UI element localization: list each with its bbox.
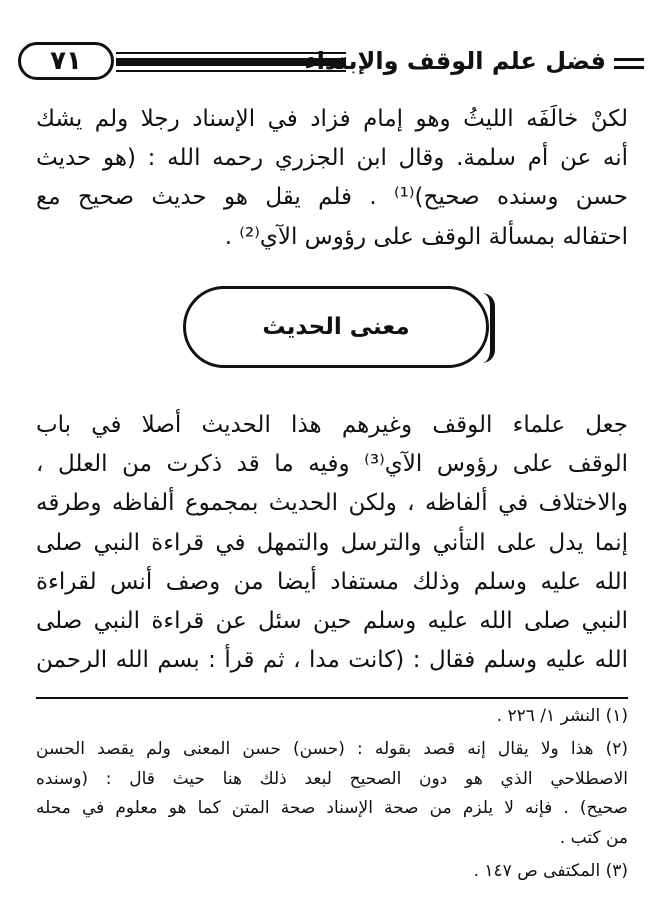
section-heading: معنى الحديث	[262, 314, 410, 340]
text-line: لكنْ خالَفَه الليثُ وهو إمام فزاد في الإسناد رجلا ولم يشك	[36, 106, 628, 132]
text-line: جعل علماء الوقف وغيرهم هذا الحديث أصلا في باب	[36, 412, 628, 438]
running-title: فضل علم الوقف والإبتداء	[304, 47, 606, 75]
section-heading-box	[183, 286, 489, 368]
footnote-2	[36, 735, 628, 853]
footnote-line: صحيح) . فإنه لا يلزم من صحة الإسناد صحة المتن كما هو معلوم في محله	[36, 798, 628, 819]
text-line: أنه عن أم سلمة. وقال ابن الجزري رحمه الله : (هو حديث	[36, 145, 628, 172]
text-line: إنما يدل على التأني والترسل والتمهل في قراءة النبي صلى	[36, 529, 628, 556]
footnote-1	[36, 702, 628, 731]
footnote-divider	[36, 697, 628, 699]
header-ornament-line	[614, 58, 644, 61]
footnote-line: (١) النشر ١/ ٢٢٦ .	[496, 706, 628, 726]
text-line: حسن وسنده صحيح)⁽¹⁾ . فلم يقل هو حديث صحيح مع	[36, 184, 628, 211]
text-line: الله عليه وسلم وذلك مستفاد أيضا من وصف أنس لقراءة	[36, 568, 628, 595]
page-number: ٧١	[18, 42, 114, 80]
text-line: الوقف على رؤوس الآي⁽³⁾ وفيه ما قد ذكرت من العلل ،	[36, 451, 628, 478]
header-ornament-line	[614, 66, 644, 69]
paragraph-2	[36, 406, 628, 680]
paragraph-1	[36, 100, 628, 257]
footnote-line: الاصطلاحي الذي هو دون الصحيح لبعد ذلك هنا حيث قال : (وسنده	[36, 768, 628, 789]
text-line: النبي صلى الله عليه وسلم حين سئل عن قراءة النبي صلى	[36, 608, 628, 635]
footnote-line: (٢) هذا ولا يقال إنه قصد بقوله : (حسن) حسن المعنى ولم يقصد الحسن	[36, 739, 628, 760]
page-header	[18, 40, 644, 86]
text-line: والاختلاف في ألفاظه ، ولكن الحديث بمجموع ألفاظه وطرقه	[36, 490, 628, 517]
text-line: احتفاله بمسألة الوقف على رؤوس الآي⁽²⁾ .	[224, 223, 628, 250]
text-line: الله عليه وسلم فقال : (كانت مدا ، ثم قرأ : بسم الله الرحمن	[36, 647, 628, 674]
footnote-3	[36, 857, 628, 886]
footnotes	[36, 702, 628, 890]
footnote-line: (٣) المكتفى ص ١٤٧ .	[473, 861, 628, 882]
footnote-line: من كتب .	[559, 827, 628, 848]
